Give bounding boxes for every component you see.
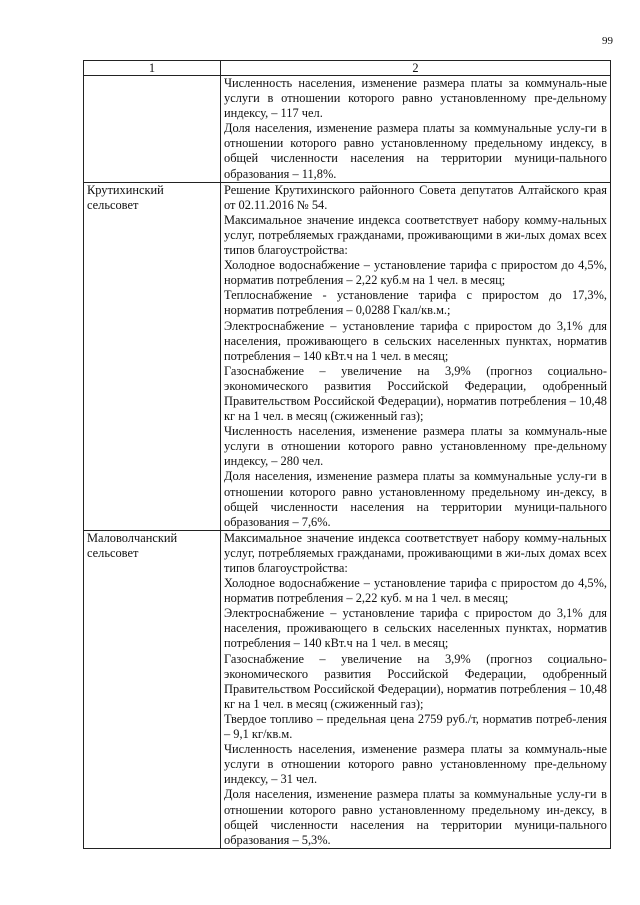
description-paragraph: Максимальное значение индекса соответствует набору комму-нальных услуг, потребляемых гражданами, проживающими в жи-лых домах всех типов благоустройства: (224, 212, 607, 258)
column-header-2: 2 (221, 61, 611, 76)
municipal-index-table (83, 60, 611, 849)
description-paragraph: Доля населения, изменение размера платы за коммунальные услу-ги в отношении которого равно установленному предельному ин-дексу, в общей численности населения на территории муници-пального образования – 5,3%. (224, 787, 607, 847)
municipality-name: Маловолчанский сельсовет (87, 530, 178, 560)
municipality-name-cell (84, 182, 221, 530)
description-paragraph: Твердое топливо – предельная цена 2759 руб./т, норматив потреб-ления – 9,1 кг/кв.м. (224, 711, 607, 742)
column-header-1: 1 (84, 61, 221, 76)
description-cell (221, 182, 611, 530)
description-paragraph: Максимальное значение индекса соответствует набору комму-нальных услуг, потребляемых гражданами, проживающими в жи-лых домах всех типов благоустройства: (224, 530, 607, 575)
description-paragraph: Численность населения, изменение размера платы за коммуналь-ные услуги в отношении которого равно установленному пре-дельному индексу, – 31 чел. (224, 742, 607, 787)
description-paragraph: Холодное водоснабжение – установление тарифа с приростом до 4,5%, норматив потребления – 2,22 куб.м на 1 чел. в месяц; (224, 258, 607, 288)
description-paragraph: Холодное водоснабжение – установление тарифа с приростом до 4,5%, норматив потребления – 2,22 куб. м на 1 чел. в месяц; (224, 576, 607, 606)
table-row (84, 530, 611, 848)
description-paragraph: Доля населения, изменение размера платы за коммунальные услу-ги в отношении которого равно установленному предельному индексу, в общей численности населения на территории муници-пального образования – 11,8%. (224, 121, 607, 181)
description-paragraph: Газоснабжение – увеличение на 3,9% (прогноз социально-экономического развития Российской Федерации, одобренный Правительством Российской Федерации), норматив потребления – 10,48 кг на 1 чел. в месяц (сжиженный газ); (224, 651, 607, 711)
municipality-name-cell (84, 76, 221, 183)
description-cell (221, 76, 611, 183)
description-cell (221, 530, 611, 848)
municipality-name-cell (84, 530, 221, 848)
description-paragraph: Газоснабжение – увеличение на 3,9% (прогноз социально-экономического развития Российской Федерации, одобренный Правительством Российской Федерации), норматив потребления – 10,48 кг на 1 чел. в месяц (сжиженный газ); (224, 363, 607, 424)
description-paragraph: Электроснабжение – установление тарифа с приростом до 3,1% для населения, проживающего в сельских населенных пунктах, норматив потребления – 140 кВт.ч на 1 чел. в месяц; (224, 318, 607, 363)
description-paragraph: Теплоснабжение - установление тарифа с приростом до 17,3%, норматив потребления – 0,0288 Гкал/кв.м.; (224, 288, 607, 318)
table-header-row (84, 61, 611, 76)
table-row (84, 182, 611, 530)
description-paragraph: Решение Крутихинского районного Совета депутатов Алтайского края от 02.11.2016 № 54. (224, 182, 607, 212)
description-paragraph: Численность населения, изменение размера платы за коммуналь-ные услуги в отношении которого равно установленному пре-дельному индексу, – 280 чел. (224, 424, 607, 469)
table-row (84, 76, 611, 183)
description-paragraph: Электроснабжение – установление тарифа с приростом до 3,1% для населения, проживающего в сельских населенных пунктах, норматив потребления – 140 кВт.ч на 1 чел. в месяц; (224, 606, 607, 651)
page-number: 99 (602, 35, 613, 47)
description-paragraph: Доля населения, изменение размера платы за коммунальные услу-ги в отношении которого равно установленному предельному ин-дексу, в общей численности населения на территории муници-пального образования – 7,6%. (224, 469, 607, 529)
description-paragraph: Численность населения, изменение размера платы за коммуналь-ные услуги в отношении которого равно установленному пре-дельному индексу, – 117 чел. (224, 76, 607, 121)
municipality-name: Крутихинский сельсовет (87, 182, 164, 212)
